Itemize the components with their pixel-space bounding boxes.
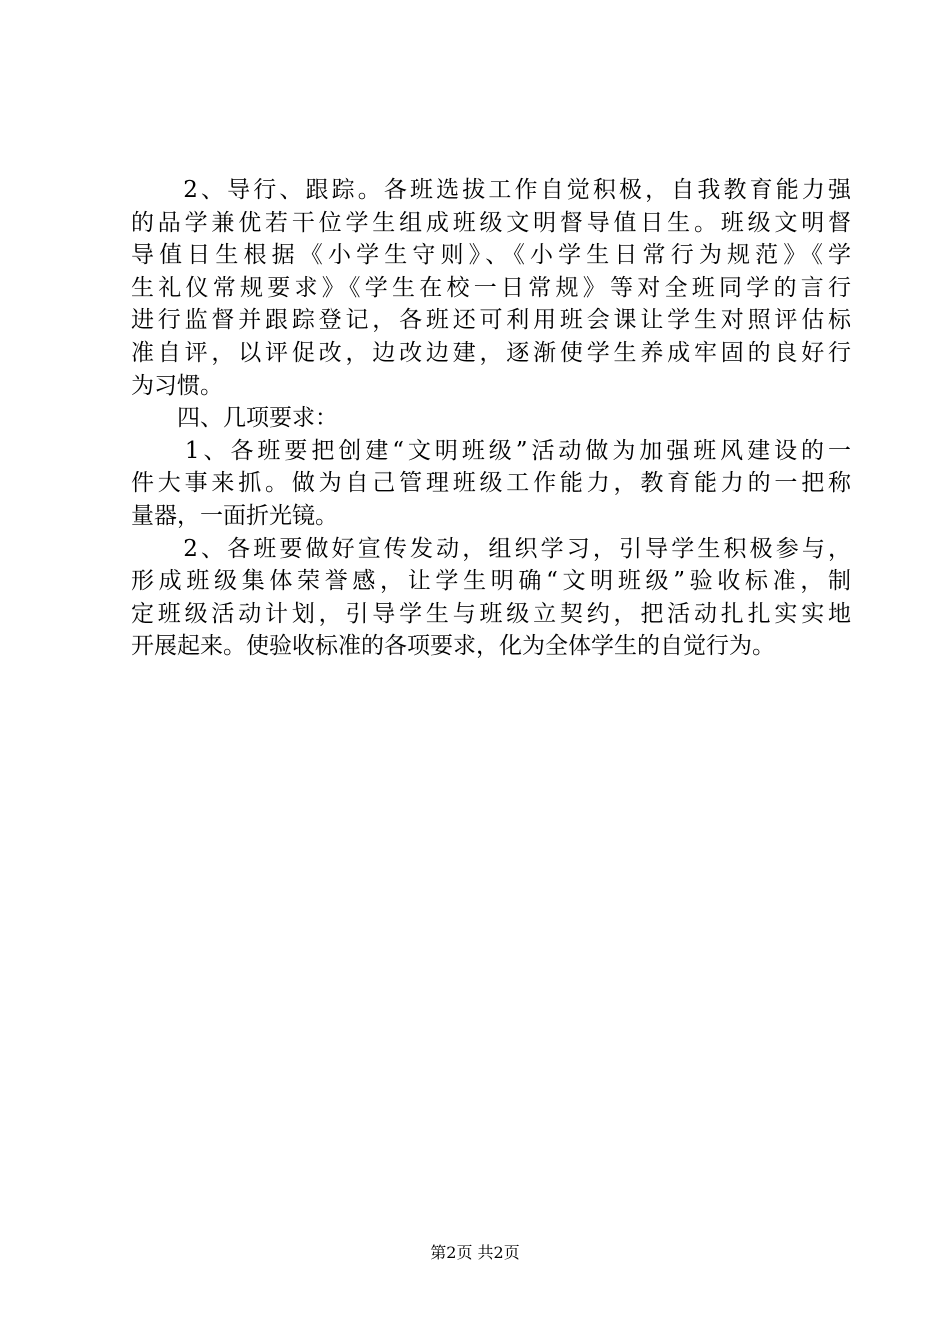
text-line: 件大事来抓。做为自己管理班级工作能力，教育能力的一把称 bbox=[131, 470, 851, 497]
paragraph-requirement-1 bbox=[131, 435, 851, 533]
document-body bbox=[131, 174, 851, 663]
text-line: 准自评，以评促改，边改边建，逐渐使学生养成牢固的良好行 bbox=[131, 339, 851, 366]
text-line: 导值日生根据《小学生守则》、《小学生日常行为规范》《学 bbox=[131, 242, 851, 269]
text-line: 生礼仪常规要求》《学生在校一日常规》等对全班同学的言行 bbox=[131, 274, 851, 301]
text-line: 进行监督并跟踪登记，各班还可利用班会课让学生对照评估标 bbox=[131, 307, 851, 334]
section-heading-requirements bbox=[131, 402, 851, 435]
page-number-label: 第2页 共2页 bbox=[430, 1243, 520, 1262]
text-line: 的品学兼优若干位学生组成班级文明督导值日生。班级文明督 bbox=[131, 209, 851, 236]
page-footer bbox=[0, 1243, 950, 1263]
text-line: 1、各班要把创建“文明班级”活动做为加强班风建设的一 bbox=[131, 437, 851, 464]
text-line: 定班级活动计划，引导学生与班级立契约，把活动扎扎实实地 bbox=[131, 600, 851, 627]
text-line: 2、导行、跟踪。各班选拔工作自觉积极，自我教育能力强 bbox=[131, 177, 851, 203]
text-line: 2、各班要做好宣传发动，组织学习，引导学生积极参与， bbox=[131, 535, 851, 562]
section-heading: 四、几项要求： bbox=[131, 405, 338, 432]
text-line: 开展起来。使验收标准的各项要求，化为全体学生的自觉行为。 bbox=[131, 633, 775, 660]
text-line: 为习惯。 bbox=[131, 372, 223, 399]
paragraph-guidance-tracking bbox=[131, 174, 851, 402]
text-line: 量器，一面折光镜。 bbox=[131, 502, 338, 529]
paragraph-requirement-2 bbox=[131, 533, 851, 663]
text-line: 形成班级集体荣誉感，让学生明确“文明班级”验收标准，制 bbox=[131, 568, 851, 595]
